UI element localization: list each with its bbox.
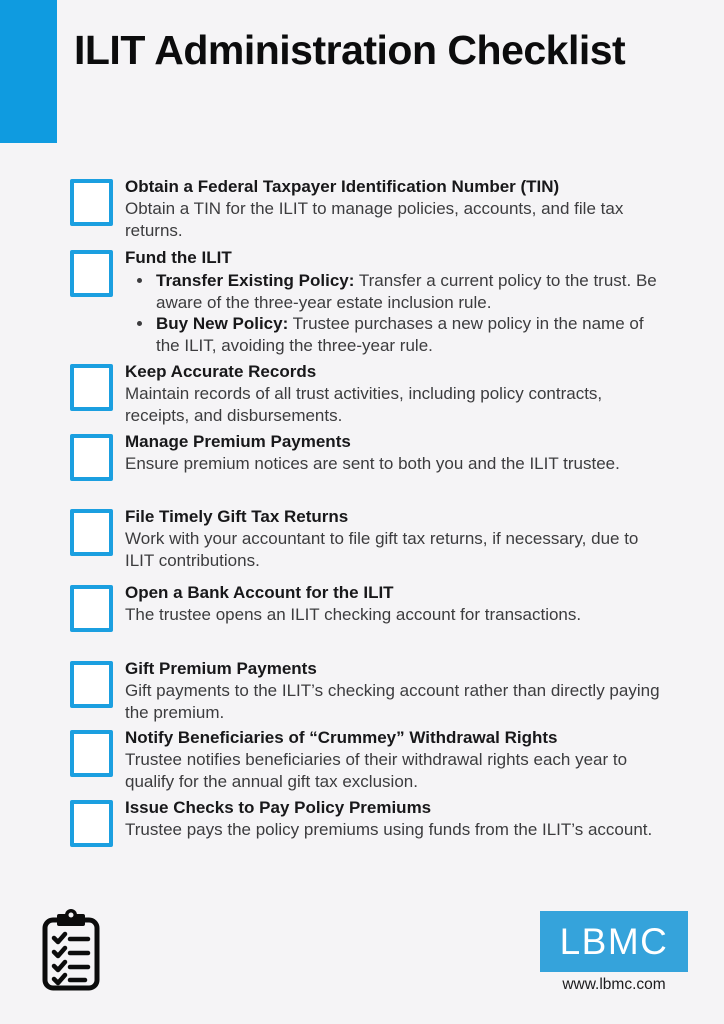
bullet-item (154, 270, 670, 313)
bullet-text: Trustee purchases a new policy in the name of the ILIT, avoiding the three-year rule. (156, 314, 644, 355)
item-description: Work with your accountant to file gift tax returns, if necessary, due to ILIT contributions. (125, 529, 639, 570)
checklist-item-fund-ilit (70, 247, 670, 356)
lbmc-logo-text: LBMC (559, 921, 669, 962)
item-description: Trustee notifies beneficiaries of their withdrawal rights each year to qualify for the annual gift tax exclusion. (125, 750, 628, 791)
item-bullet-list (125, 270, 670, 356)
checkbox[interactable] (70, 364, 113, 411)
bullet-lead: Buy New Policy: (156, 314, 289, 333)
item-description: The trustee opens an ILIT checking account for transactions. (125, 605, 582, 624)
item-body (125, 727, 670, 792)
item-title: Keep Accurate Records (125, 362, 317, 381)
item-title: Issue Checks to Pay Policy Premiums (125, 798, 432, 817)
item-body (125, 176, 670, 241)
bullet-text: Transfer a current policy to the trust. Be aware of the three-year estate inclusion rule. (156, 271, 657, 312)
item-body (125, 658, 670, 723)
bullet-lead: Transfer Existing Policy: (156, 271, 355, 290)
item-description: Trustee pays the policy premiums using funds from the ILIT’s account. (125, 820, 653, 839)
website-link[interactable]: www.lbmc.com (562, 976, 666, 993)
item-title: Notify Beneficiaries of “Crummey” Withdrawal Rights (125, 728, 558, 747)
checkbox[interactable] (70, 585, 113, 632)
item-description: Obtain a TIN for the ILIT to manage policies, accounts, and file tax returns. (125, 199, 624, 240)
checklist-item-obtain-tin (70, 176, 670, 241)
checklist-item-manage-premium (70, 431, 670, 481)
accent-bar (0, 0, 57, 143)
checkbox[interactable] (70, 179, 113, 226)
checkbox[interactable] (70, 509, 113, 556)
checklist-item-keep-records (70, 361, 670, 426)
checkbox[interactable] (70, 250, 113, 297)
checkbox[interactable] (70, 800, 113, 847)
item-title: Gift Premium Payments (125, 659, 317, 678)
checklist-item-notify-beneficiaries (70, 727, 670, 792)
checkbox[interactable] (70, 661, 113, 708)
item-description: Ensure premium notices are sent to both you and the ILIT trustee. (125, 454, 620, 473)
checklist (70, 176, 670, 847)
checkbox[interactable] (70, 434, 113, 481)
item-title: Obtain a Federal Taxpayer Identification Number (TIN) (125, 177, 560, 196)
item-body (125, 797, 670, 841)
item-body (125, 582, 670, 626)
item-description: Gift payments to the ILIT’s checking account rather than directly paying the premium. (125, 681, 660, 722)
item-title: Fund the ILIT (125, 248, 232, 267)
item-body (125, 361, 670, 426)
checklist-item-gift-tax-returns (70, 506, 670, 571)
checklist-item-gift-premium-payments (70, 658, 670, 723)
item-body (125, 431, 670, 475)
page-title: ILIT Administration Checklist (74, 27, 626, 73)
item-body (125, 247, 670, 356)
checklist-item-open-bank-account (70, 582, 670, 632)
bullet-item (154, 313, 670, 356)
item-title: File Timely Gift Tax Returns (125, 507, 349, 526)
checklist-item-issue-checks (70, 797, 670, 847)
item-title: Manage Premium Payments (125, 432, 351, 451)
item-title: Open a Bank Account for the ILIT (125, 583, 394, 602)
clipboard-checklist-icon (40, 908, 102, 992)
item-description: Maintain records of all trust activities, including policy contracts, receipts, and disbursements. (125, 384, 603, 425)
lbmc-logo (540, 911, 688, 972)
checkbox[interactable] (70, 730, 113, 777)
item-body (125, 506, 670, 571)
